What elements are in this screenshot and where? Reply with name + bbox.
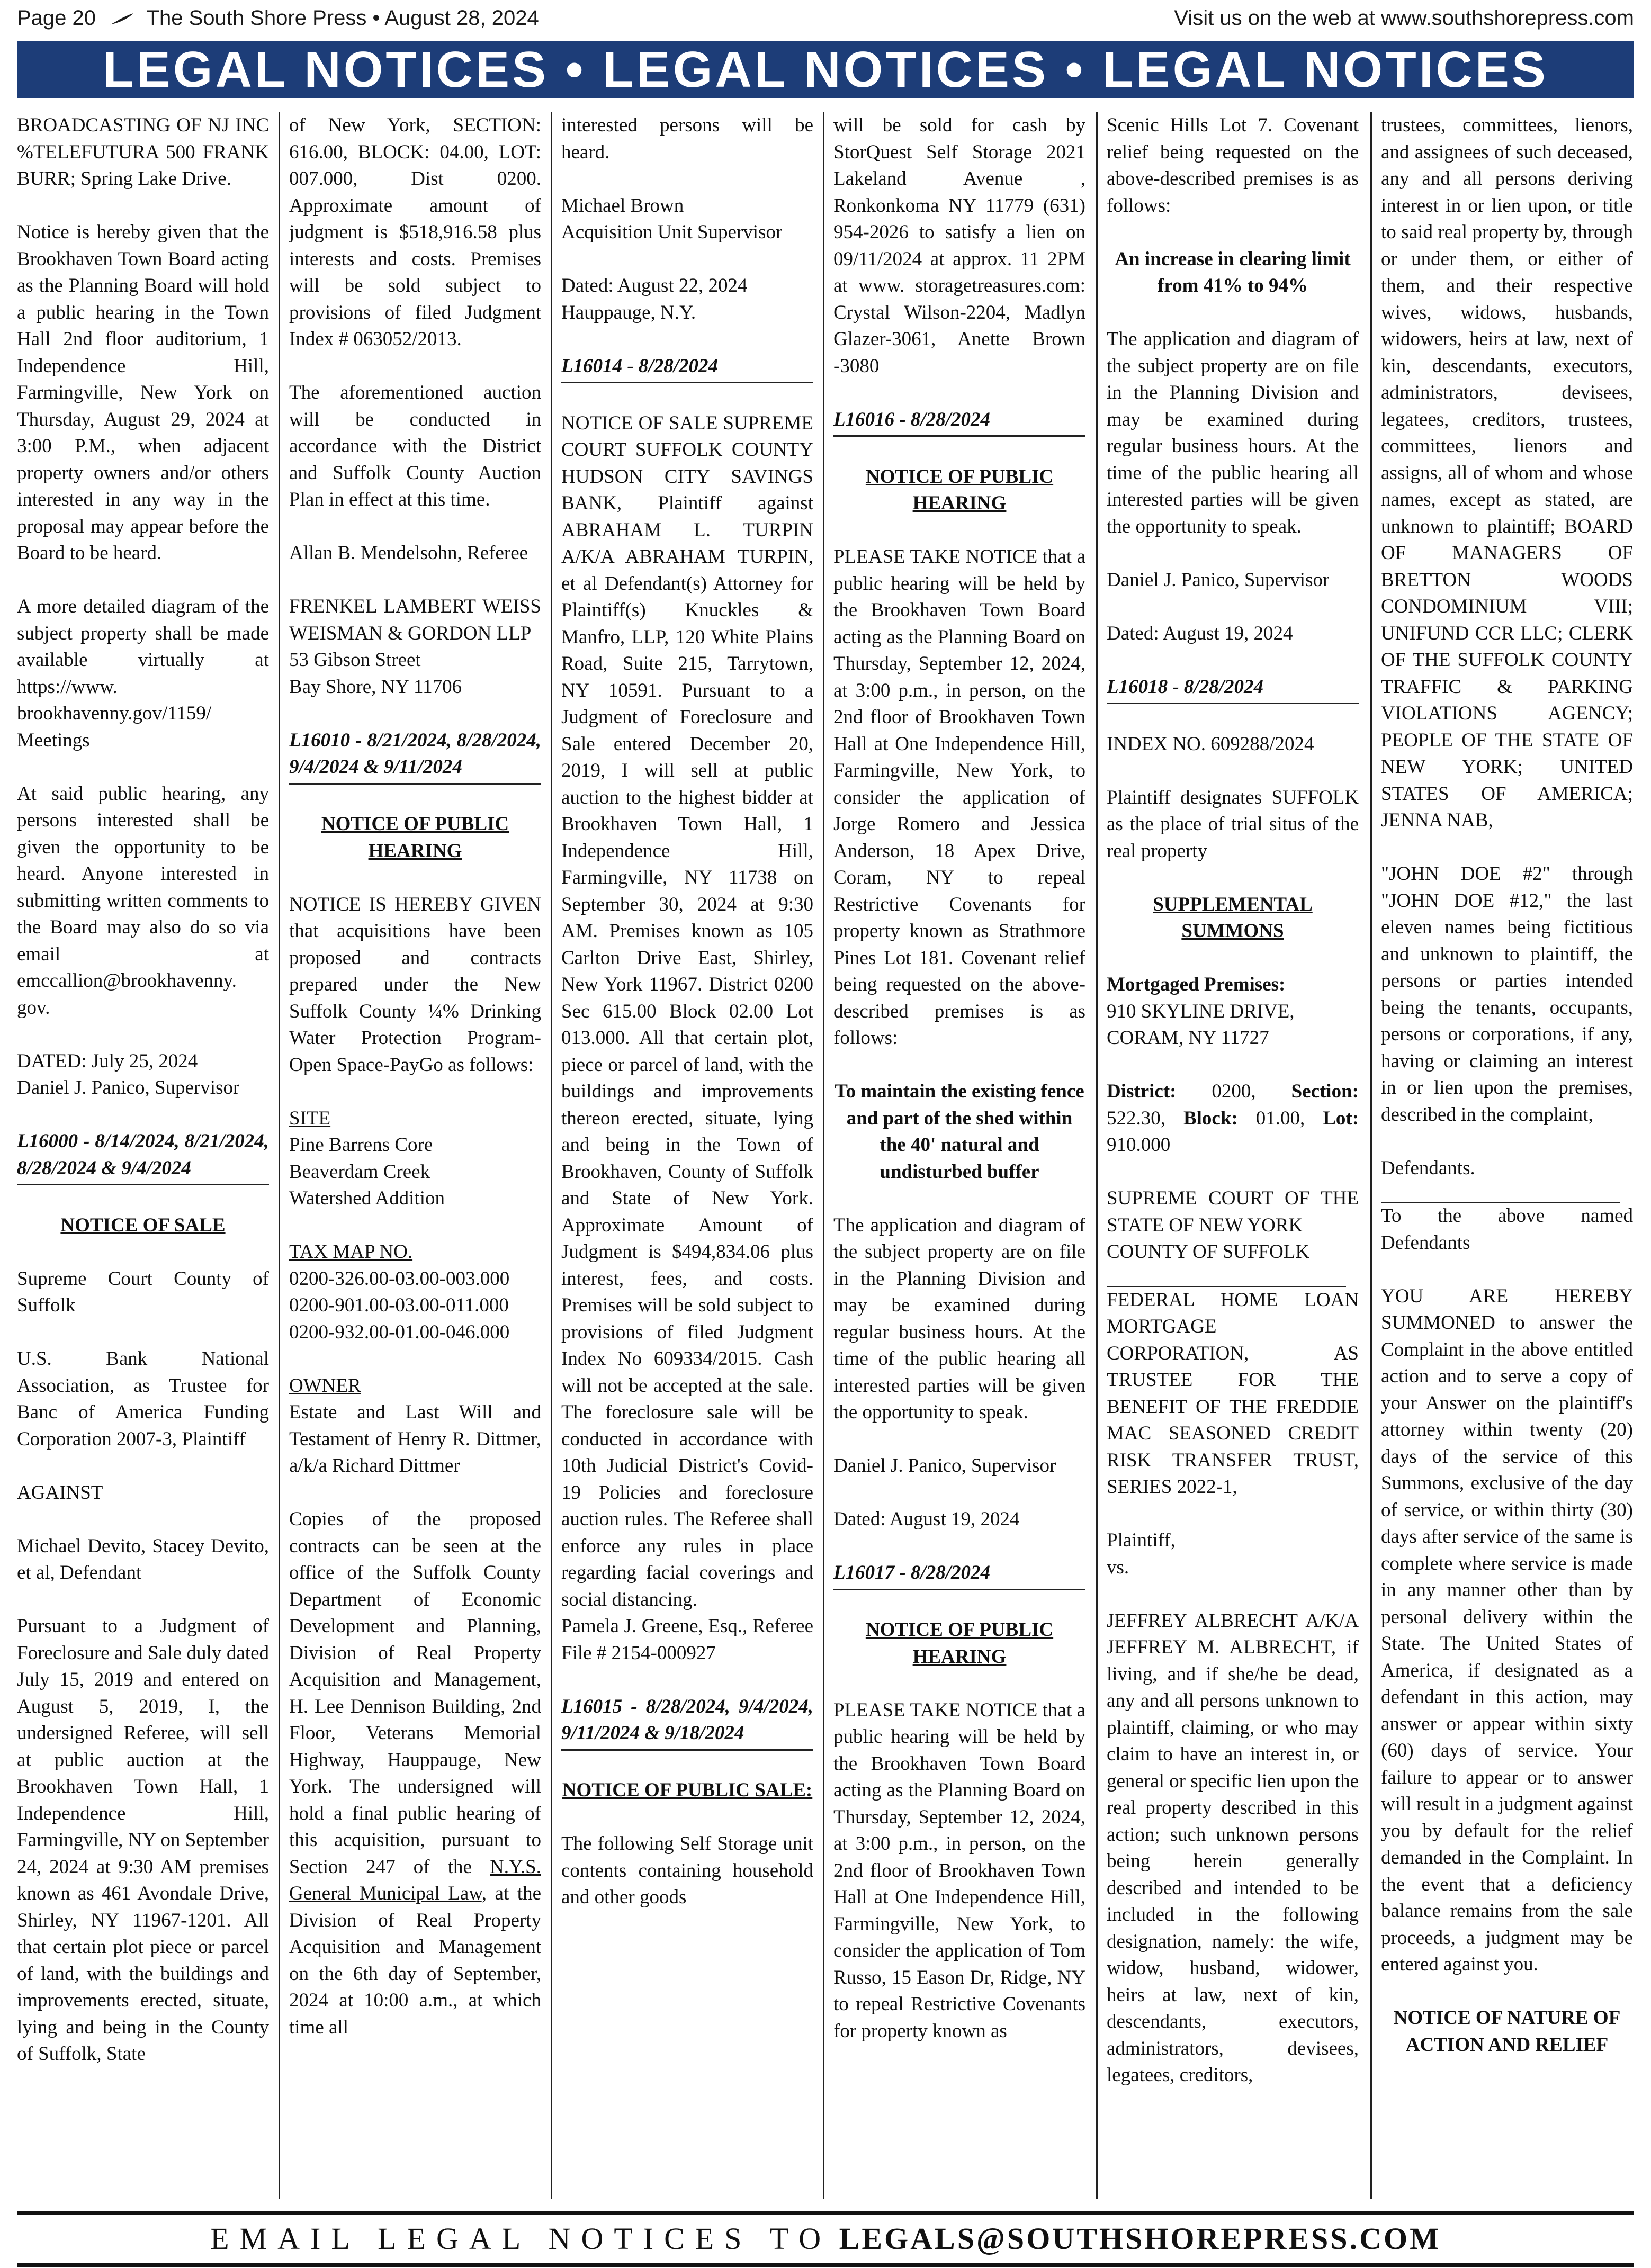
notice-text: The aforementioned auction will be conducted in accordance with the District and Suffolk County Auction Plan in effect at this time. [289, 382, 541, 510]
lot-value: 910.000 [1107, 1134, 1171, 1156]
notice-against: AGAINST [17, 1481, 103, 1504]
court-county: COUNTY OF SUFFOLK [1107, 1241, 1310, 1263]
notice-plaintiff: U.S. Bank National Association, as Trustee for Banc of America Funding Corporation 2007-3, Plaintiff [17, 1348, 269, 1450]
owner-label: OWNER [289, 1374, 361, 1397]
notice-signer: Daniel J. Panico, Supervisor [17, 1077, 240, 1099]
column-5 [1107, 112, 1359, 2199]
notice-text: The application and diagram of the subject property are on file in the Planning Division and may be examined during regular business hours. At the time of the public hearing all interested parties will be given the opportunity to speak. [833, 1214, 1085, 1423]
signature-line [1107, 1266, 1359, 1287]
column-divider [551, 112, 552, 2199]
column-divider [1096, 112, 1098, 2199]
tax-map-label: TAX MAP NO. [289, 1241, 413, 1263]
site-line: Beaverdam Creek [289, 1160, 430, 1183]
plaintiff-label: Plaintiff, [1107, 1529, 1176, 1551]
notice-heading: NOTICE OF PUBLIC HEARING [321, 813, 509, 862]
page-header [17, 4, 1634, 33]
notice-text: YOU ARE HEREBY SUMMONED to answer the Complaint in the above entitled action and to serve a copy of your Answer on the plaintiff's attorney within twenty (20) days of the service of this Summons, exclusive of the day of service, or within thirty (30) days after service of the same is complete where service is made in any manner other than by personal delivery within the State. The United States of America, if designated as a defendant in this action, may answer or appear within sixty (60) days of service. Your failure to appear or to answer will result in a judgment against you by default for the relief demanded in the Complaint. In the event that a deficiency balance remains from the sale proceeds, a judgment may be entered against you. [1381, 1285, 1633, 1975]
lot-label: Lot: [1323, 1107, 1359, 1129]
notice-text: BROADCASTING OF NJ INC %TELEFUTURA 500 FRANK BURR; Spring Lake Drive. [17, 114, 269, 190]
notice-heading: NOTICE OF SALE [60, 1214, 226, 1236]
versus-label: vs. [1107, 1556, 1129, 1578]
notice-date: Dated: August 22, 2024 [561, 275, 748, 296]
owner-name: Estate and Last Will and Testament of Henry R. Dittmer, a/k/a Richard Dittmer [289, 1401, 541, 1477]
notice-date: Dated: August 19, 2024 [833, 1508, 1020, 1530]
notice-text: Pursuant to a Judgment of Foreclosure and Sale duly dated July 15, 2019 and entered on August 5, 2019, I, the undersigned Referee, will sell at public auction at the Brookhaven Town Hall, 1 Independence Hill, Farmingville, NY on September 24, 2024 at 9:30 AM premises known as 461 Avondale Drive, Shirley, NY 11967-1201. All that certain plot piece or parcel of land, with the buildings and improvements erected, situate, lying and being in the County of Suffolk, State [17, 1615, 269, 2065]
notice-heading: NOTICE OF PUBLIC SALE: [562, 1779, 813, 1801]
notice-signer-title: Acquisition Unit Supervisor [561, 221, 783, 243]
notice-text: trustees, committees, lienors, and assignees of such deceased, any and all persons deriving interest in or lien upon, or title to said real property by, through or under them, or either of them, and their respective wives, widows, husbands, widowers, heirs at law, next of kin, descendants, executors, administrators, devisees, legatees, creditors, trustees, committees, lienors and assigns, all of whom and whose names, except as stated, are unknown to plaintiff; BOARD OF MANAGERS OF BRETTON WOODS CONDOMINIUM VIII; UNIFUND CCR LLC; CLERK OF THE SUFFOLK COUNTY TRAFFIC & PARKING VIOLATIONS AGENCY; PEOPLE OF THE STATE OF NEW YORK; UNITED STATES OF AMERICA; JENNA NAB, [1381, 114, 1633, 831]
notice-text: Notice is hereby given that the Brookhaven Town Board acting as the Planning Board will hold a public hearing in the Town Hall 2nd floor auditorium, 1 Independence Hill, Farmingville, New York on Thursday, August 29, 2024 at 3:00 P.M., when adjacent property owners and/or others interested in any way in the proposal may appear before the Board to be heard. [17, 221, 269, 564]
notice-reference: L16016 - 8/28/2024 [833, 407, 1085, 437]
footer-label: EMAIL LEGAL NOTICES TO [210, 2221, 832, 2256]
section-label: Section: [1291, 1081, 1359, 1102]
notice-heading: NOTICE OF NATURE OF ACTION AND RELIEF [1393, 2007, 1621, 2056]
notice-text: A more detailed diagram of the subject property shall be made available virtually at https://www. brookhavenny.gov/1159/ Meetings [17, 596, 269, 751]
notice-place: Hauppauge, N.Y. [561, 301, 696, 323]
column-4 [833, 112, 1085, 2199]
notice-signer: Daniel J. Panico, Supervisor [1107, 569, 1330, 591]
section-value: 522.30, [1107, 1107, 1165, 1129]
notice-text: The application and diagram of the subject property are on file in the Planning Division and may be examined during regular business hours. At the time of the public hearing all interested parties will be given the opportunity to speak. [1107, 328, 1359, 537]
blank-line [1381, 1182, 1620, 1203]
site-line: Watershed Addition [289, 1187, 445, 1209]
firm-address: 53 Gibson Street [289, 649, 421, 671]
header-separator: • [372, 6, 380, 30]
notice-text: PLEASE TAKE NOTICE that a public hearing will be held by the Brookhaven Town Board acting as the Planning Board on Thursday, September 12, 2024, at 3:00 p.m., in person, on the 2nd floor of Brookhaven Town Hall at One Independence Hill, Farmingville, New York, to consider the application of Jorge Romero and Jessica Anderson, 18 Apex Drive, Coram, NY to repeal Restrictive Covenants for property known as Strathmore Pines Lot 181. Covenant relief being requested on the above-described premises is as follows: [833, 546, 1085, 1049]
block-value: 01.00, [1255, 1107, 1305, 1129]
column-divider [823, 112, 824, 2199]
website-link[interactable]: Visit us on the web at www.southshorepress.com [1174, 6, 1634, 30]
blank-line [1107, 1266, 1346, 1287]
column-3 [561, 112, 813, 2199]
covenant-relief: To maintain the existing fence and part of the shed within the 40' natural and undisturbed buffer [835, 1081, 1084, 1183]
index-number: INDEX NO. 609288/2024 [1107, 733, 1314, 755]
tax-map-number: 0200-901.00-03.00-011.000 [289, 1294, 509, 1316]
column-2 [289, 112, 541, 2199]
court-name: SUPREME COURT OF THE STATE OF NEW YORK [1107, 1187, 1359, 1236]
district-label: District: [1107, 1081, 1177, 1102]
notice-plaintiff: FEDERAL HOME LOAN MORTGAGE CORPORATION, AS TRUSTEE FOR THE BENEFIT OF THE FREDDIE MAC SEASONED CREDIT RISK TRANSFER TRUST, SERIES 2022-1, [1107, 1289, 1359, 1498]
page-number: Page 20 [17, 6, 96, 30]
notice-text: "JOHN DOE #2" through "JOHN DOE #12," the last eleven names being fictitious and unknown to plaintiff, the persons or parties intended being the tenants, occupants, persons or corporations, if any, having or claiming an interest in or lien upon the premises, described in the complaint, [1381, 863, 1633, 1126]
site-line: Pine Barrens Core [289, 1134, 433, 1156]
issue-date: August 28, 2024 [384, 6, 539, 30]
firm-address: Bay Shore, NY 11706 [289, 676, 462, 698]
column-1 [17, 112, 269, 2199]
notice-referee: Pamela J. Greene, Esq., Referee File # 2154-000927 [561, 1615, 813, 1664]
defendants-label: Defendants. [1381, 1157, 1475, 1179]
notice-text: interested persons will be heard. [561, 114, 813, 163]
quill-pen-icon [108, 12, 134, 26]
notice-text: Plaintiff designates SUFFOLK as the place of trial situs of the real property [1107, 786, 1359, 862]
law-reference: N.Y.S. General Municipal Law [289, 1856, 541, 1904]
notice-referee: Allan B. Mendelsohn, Referee [289, 542, 528, 564]
mortgaged-premises-label [1107, 971, 1359, 998]
notice-defendant: Michael Devito, Stacey Devito, et al, Defendant [17, 1535, 269, 1583]
notice-reference: L16018 - 8/28/2024 [1107, 674, 1359, 705]
notice-date: DATED: July 25, 2024 [17, 1050, 198, 1072]
notice-date: Dated: August 19, 2024 [1107, 622, 1293, 644]
notice-text-part: Copies of the proposed contracts can be seen at the office of the Suffolk County Department of Economic Development and Planning, Division of Real Property Acquisition and Management, H. Lee Dennison Building, 2nd Floor, Veterans Memorial Highway, Hauppauge, New York. The undersigned will hold a final public hearing of this acquisition, pursuant to Section 247 of the [289, 1508, 541, 1878]
notice-reference: L16000 - 8/14/2024, 8/21/2024, 8/28/2024 & 9/4/2024 [17, 1128, 269, 1185]
notice-reference: L16015 - 8/28/2024, 9/4/2024, 9/11/2024 & 9/18/2024 [561, 1694, 813, 1751]
publication-name: The South Shore Press [146, 6, 367, 30]
signature-line [1381, 1182, 1633, 1203]
footer-email[interactable]: LEGALS@SOUTHSHOREPRESS.COM [839, 2221, 1441, 2256]
notice-signer: Daniel J. Panico, Supervisor [833, 1455, 1056, 1477]
header-left [17, 6, 539, 30]
premises-address: CORAM, NY 11727 [1107, 1027, 1269, 1049]
column-divider [279, 112, 280, 2199]
notice-text: of New York, SECTION: 616.00, BLOCK: 04.00, LOT: 007.000, Dist 0200. Approximate amount of judgment is $518,916.58 plus interests and costs. Premises will be sold subject to provisions of filed Judgment Index # 063052/2013. [289, 114, 541, 350]
notice-text: At said public hearing, any persons interested shall be given the opportunity to be heard. Anyone interested in submitting written comments to the Board may also do so via email at emccallion@brookhavenny. gov. [17, 782, 269, 1019]
notice-text: NOTICE IS HEREBY GIVEN that acquisitions have been proposed and contracts prepared under the New Suffolk County ¼% Drinking Water Protection Program-Open Space-PayGo as follows: [289, 893, 541, 1076]
district-value: 0200, [1212, 1081, 1256, 1102]
notice-heading: SUPPLEMENTAL SUMMONS [1153, 893, 1313, 942]
block-label: Block: [1183, 1107, 1238, 1129]
notice-reference: L16010 - 8/21/2024, 8/28/2024, 9/4/2024 & 9/11/2024 [289, 727, 541, 785]
premises-address: 910 SKYLINE DRIVE, [1107, 1000, 1295, 1022]
law-firm: FRENKEL LAMBERT WEISS WEISMAN & GORDON LLP [289, 596, 541, 644]
tax-map-number: 0200-932.00-01.00-046.000 [289, 1321, 510, 1343]
site-label: SITE [289, 1107, 331, 1129]
notice-text: NOTICE OF SALE SUPREME COURT SUFFOLK COUNTY HUDSON CITY SAVINGS BANK, Plaintiff against ABRAHAM L. TURPIN A/K/A ABRAHAM TURPIN, et al Defendant(s) Attorney for Plaintiff(s) Knuckles & Manfro, LLP, 120 White Plains Road, Suite 215, Tarrytown, NY 10591. Pursuant to a Judgment of Foreclosure and Sale entered December 20, 2019, I will sell at public auction to the highest bidder at Brookhaven Town Hall, 1 Independence Hill, Farmingville, NY 11738 on September 30, 2024 at 9:30 AM. Premises known as 105 Carlton Drive East, Shirley, New York 11967. District 0200 Sec 615.00 Block 02.00 Lot 013.000. All that certain plot, piece or parcel of land, with the buildings and improvements thereon erected, situate, lying and being in the Town of Brookhaven, County of Suffolk and State of New York. Approximate Amount of Judgment is $494,834.06 plus interest, fees, and costs. Premises will be sold subject to provisions of filed Judgment Index No 609334/2015. Cash will not be accepted at the sale. The foreclosure sale will be conducted in accordance with 10th Judicial District's Covid-19 Policies and foreclosure auction rules. The Referee shall enforce any rules in place regarding facial coverings and social distancing. [561, 412, 813, 1610]
column-divider [1370, 112, 1372, 2199]
notice-text: The following Self Storage unit contents containing household and other goods [561, 1833, 813, 1908]
addressee: To the above named Defendants [1381, 1205, 1633, 1254]
notice-text: will be sold for cash by StorQuest Self Storage 2021 Lakeland Avenue , Ronkonkoma NY 11779 (631) 954-2026 to satisfy a lien on 09/11/2024 at approx. 11 2PM at www. storagetreasures.com: Crystal Wilson-2204, Madlyn Glazer-3061, Anette Brown -3080 [833, 114, 1085, 377]
notice-court: Supreme Court County of Suffolk [17, 1267, 269, 1316]
tax-map-number: 0200-326.00-03.00-003.000 [289, 1267, 510, 1290]
column-6 [1381, 112, 1633, 2199]
notice-signer: Michael Brown [561, 194, 684, 217]
legal-notices-banner: LEGAL NOTICES • LEGAL NOTICES • LEGAL NOTICES [17, 41, 1634, 98]
covenant-relief: An increase in clearing limit from 41% to 94% [1115, 248, 1351, 296]
notice-heading: NOTICE OF PUBLIC HEARING [865, 465, 1054, 514]
label-text: Mortgaged Premises: [1107, 974, 1286, 995]
notice-heading: NOTICE OF PUBLIC HEARING [865, 1619, 1054, 1668]
notice-reference: L16017 - 8/28/2024 [833, 1560, 1085, 1590]
notice-reference: L16014 - 8/28/2024 [561, 353, 813, 384]
notice-text: PLEASE TAKE NOTICE that a public hearing will be held by the Brookhaven Town Board acting as the Planning Board on Thursday, September 12, 2024, at 3:00 p.m., in person, on the 2nd floor of Brookhaven Town Hall at One Independence Hill, Farmingville, New York, to consider the application of Tom Russo, 15 Eason Dr, Ridge, NY to repeal Restrictive Covenants for property known as [833, 1699, 1085, 2042]
notice-text-part: , at the Division of Real Property Acquisition and Management on the 6th day of September, 2024 at 10:00 a.m., at which time all [289, 1883, 541, 2038]
notice-text: Scenic Hills Lot 7. Covenant relief being requested on the above-described premises is as follows: [1107, 114, 1359, 217]
page-footer [17, 2211, 1634, 2267]
notice-text [289, 1506, 541, 2041]
notice-text: JEFFREY ALBRECHT A/K/A JEFFREY M. ALBRECHT, if living, and if she/he be dead, any and all persons unknown to plaintiff, claiming, or who may claim to have an interest in, or general or specific lien upon the real property described in this action; such unknown persons being herein generally described and intended to be included in the following designation, namely: the wife, widow, husband, widower, heirs at law, next of kin, descendants, executors, administrators, devisees, legatees, creditors, [1107, 1609, 1359, 2086]
tax-lot-info [1107, 1078, 1359, 1159]
